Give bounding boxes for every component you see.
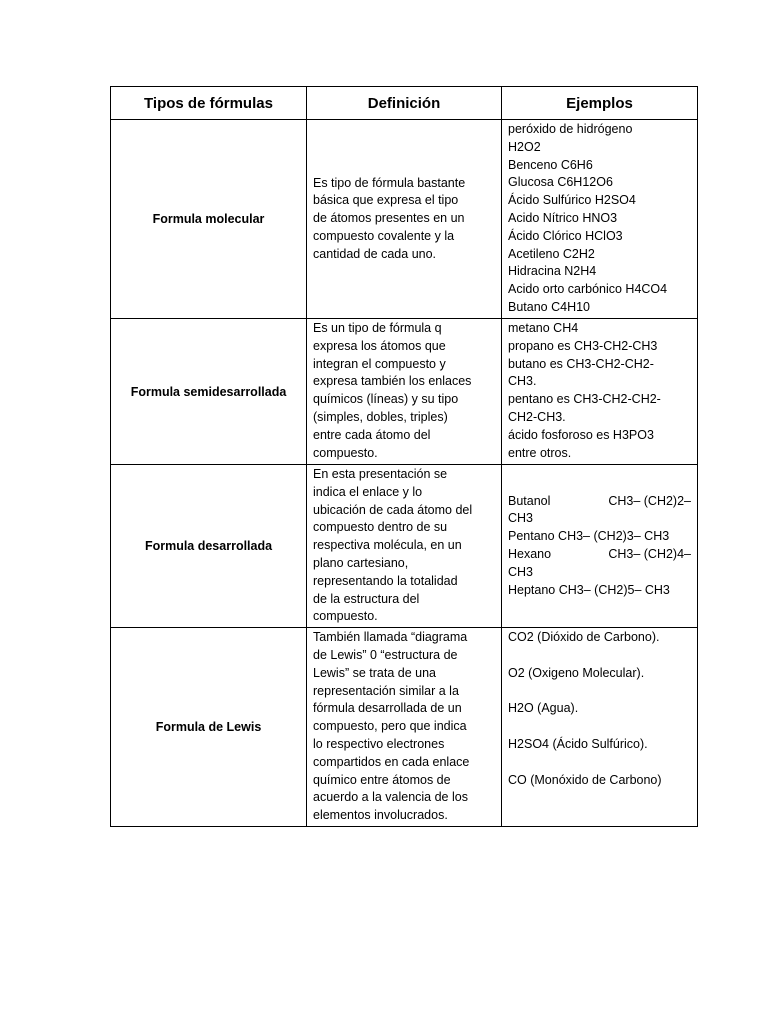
example-line: H2SO4 (Ácido Sulfúrico). xyxy=(508,736,648,751)
formula-types-table xyxy=(110,86,698,827)
spacer xyxy=(508,718,691,736)
definition-line: representación similar a la xyxy=(313,683,459,698)
example-line: H2O2 xyxy=(508,139,541,154)
definition-cell xyxy=(307,319,502,465)
example-line: Ácido Clórico HClO3 xyxy=(508,228,623,243)
example-line: Glucosa C6H12O6 xyxy=(508,175,613,190)
example-line: Hidracina N2H4 xyxy=(508,264,597,279)
definition-line: de la estructura del xyxy=(313,591,420,606)
definition-line: Lewis” se trata de una xyxy=(313,665,436,680)
example-line xyxy=(508,493,691,511)
examples-cell xyxy=(502,465,698,628)
example-line: propano es CH3-CH2-CH3 xyxy=(508,338,658,353)
definition-cell xyxy=(307,120,502,319)
formula-type-cell: Formula de Lewis xyxy=(111,628,307,827)
table-row xyxy=(111,319,698,465)
definition-line: compuesto dentro de su xyxy=(313,520,448,535)
example-line: Ácido Sulfúrico H2SO4 xyxy=(508,193,636,208)
formula-type-cell: Formula molecular xyxy=(111,120,307,319)
example-line: CH3 xyxy=(508,564,534,579)
spacer xyxy=(508,754,691,772)
example-line: Acido orto carbónico H4CO4 xyxy=(508,282,668,297)
examples-cell xyxy=(502,120,698,319)
example-line: Benceno C6H6 xyxy=(508,157,593,172)
header-row xyxy=(111,87,698,120)
definition-line: expresa también los enlaces xyxy=(313,374,472,389)
example-line: CH2-CH3. xyxy=(508,409,566,424)
definition-line: representando la totalidad xyxy=(313,573,458,588)
definition-line: (simples, dobles, triples) xyxy=(313,409,448,424)
definition-line: ubicación de cada átomo del xyxy=(313,502,473,517)
table-row xyxy=(111,120,698,319)
table-row xyxy=(111,628,698,827)
definition-line: Es un tipo de fórmula q xyxy=(313,321,442,335)
example-formula: CH3– (CH2)2– xyxy=(608,493,691,508)
definition-cell xyxy=(307,628,502,827)
examples-cell xyxy=(502,628,698,827)
table-row xyxy=(111,465,698,628)
definition-line: plano cartesiano, xyxy=(313,555,409,570)
example-name: Butanol xyxy=(508,493,551,508)
definition-line: En esta presentación se xyxy=(313,467,448,481)
definition-cell xyxy=(307,465,502,628)
example-name: Hexano xyxy=(508,547,552,562)
example-line: pentano es CH3-CH2-CH2- xyxy=(508,392,661,407)
definition-line: químicos (líneas) y su tipo xyxy=(313,392,459,407)
definition-line: Es tipo de fórmula bastante xyxy=(313,175,466,190)
example-line: peróxido de hidrógeno xyxy=(508,122,633,136)
example-line: CO2 (Dióxido de Carbono). xyxy=(508,630,660,645)
example-line: Acido Nítrico HNO3 xyxy=(508,210,618,225)
definition-line: elementos involucrados. xyxy=(313,808,448,823)
examples-cell xyxy=(502,319,698,465)
definition-line: compuesto, pero que indica xyxy=(313,719,467,734)
header-types: Tipos de fórmulas xyxy=(111,87,307,120)
definition-line: lo respectivo electrones xyxy=(313,736,445,751)
example-line: Heptano CH3– (CH2)5– CH3 xyxy=(508,582,670,597)
example-line: Pentano CH3– (CH2)3– CH3 xyxy=(508,529,670,544)
example-line: CH3 xyxy=(508,511,534,526)
header-definition: Definición xyxy=(307,87,502,120)
definition-line: compuesto. xyxy=(313,445,378,460)
example-line: CO (Monóxido de Carbono) xyxy=(508,772,662,787)
example-line: Acetileno C2H2 xyxy=(508,246,595,261)
example-formula: CH3– (CH2)4– xyxy=(608,547,691,562)
definition-line: fórmula desarrollada de un xyxy=(313,701,462,716)
definition-line: También llamada “diagrama xyxy=(313,630,468,645)
formula-type-cell: Formula semidesarrollada xyxy=(111,319,307,465)
example-line: metano CH4 xyxy=(508,321,579,335)
definition-line: acuerdo a la valencia de los xyxy=(313,790,468,805)
definition-line: químico entre átomos de xyxy=(313,772,451,787)
spacer xyxy=(508,683,691,701)
example-line: Butano C4H10 xyxy=(508,299,591,314)
example-line: CH3. xyxy=(508,374,537,389)
header-examples: Ejemplos xyxy=(502,87,698,120)
example-line: entre otros. xyxy=(508,445,572,460)
definition-line: básica que expresa el tipo xyxy=(313,193,459,208)
example-line: O2 (Oxigeno Molecular). xyxy=(508,665,645,680)
definition-line: expresa los átomos que xyxy=(313,338,446,353)
definition-line: indica el enlace y lo xyxy=(313,484,423,499)
definition-line: de átomos presentes en un xyxy=(313,211,465,226)
definition-line: entre cada átomo del xyxy=(313,427,431,442)
example-line: butano es CH3-CH2-CH2- xyxy=(508,356,654,371)
definition-line: de Lewis” 0 “estructura de xyxy=(313,647,458,662)
example-line: H2O (Agua). xyxy=(508,701,579,716)
definition-line: compartidos en cada enlace xyxy=(313,754,470,769)
definition-line: compuesto. xyxy=(313,609,378,624)
definition-line: cantidad de cada uno. xyxy=(313,246,437,261)
definition-line: integran el compuesto y xyxy=(313,356,446,371)
formula-type-cell: Formula desarrollada xyxy=(111,465,307,628)
example-line xyxy=(508,546,691,564)
example-line: ácido fosforoso es H3PO3 xyxy=(508,427,654,442)
definition-line: compuesto covalente y la xyxy=(313,228,455,243)
definition-line: respectiva molécula, en un xyxy=(313,538,462,553)
spacer xyxy=(508,647,691,665)
